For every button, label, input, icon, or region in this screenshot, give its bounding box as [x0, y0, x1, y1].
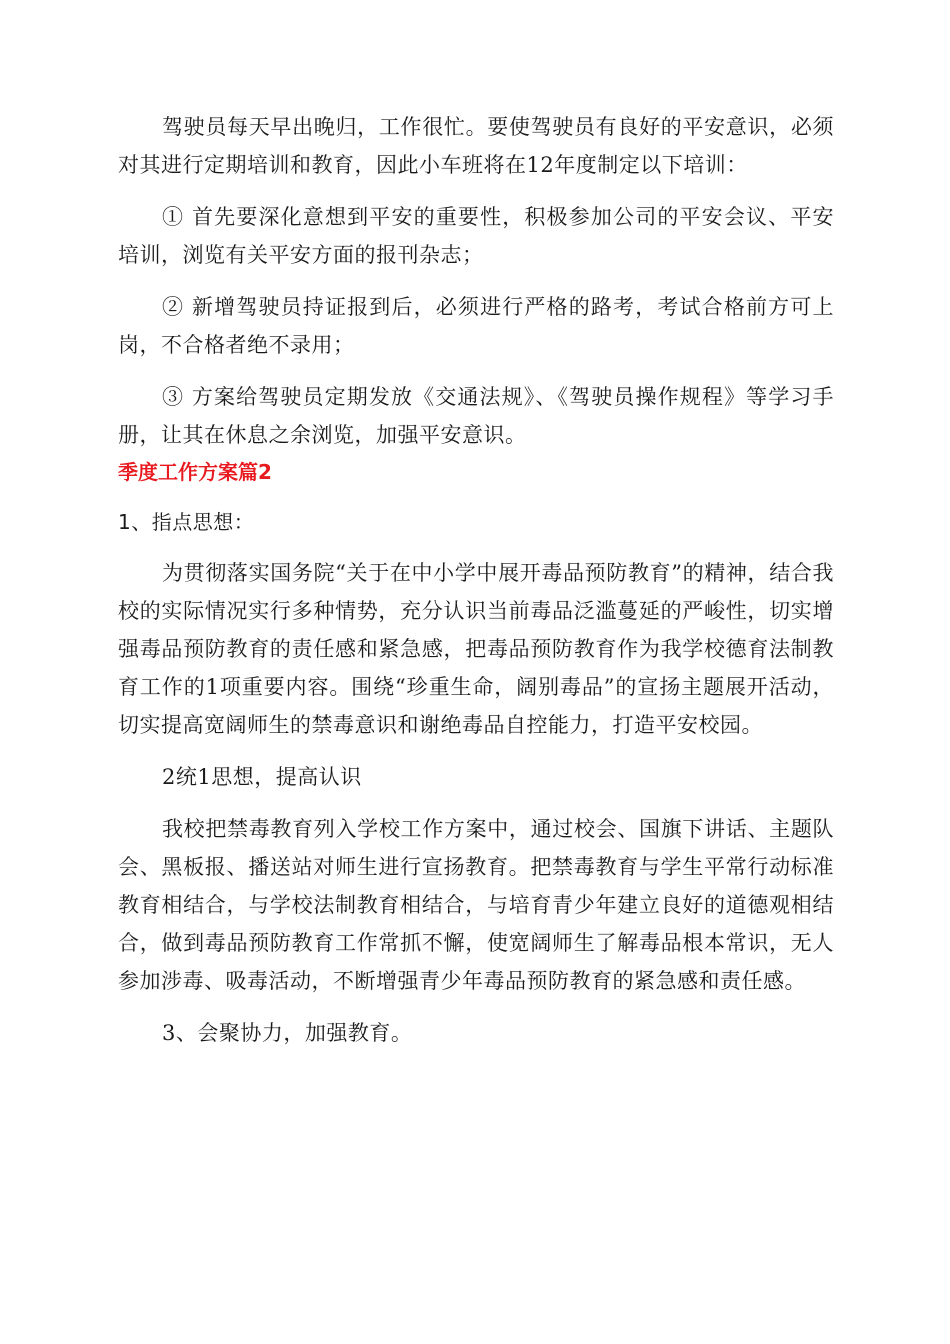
intro-paragraph: 驾驶员每天早出晚归，工作很忙。要使驾驶员有良好的平安意识，必须对其进行定期培训和教育，因此小车班将在12年度制定以下培训：: [118, 115, 834, 177]
training-item-2: ② 新增驾驶员持证报到后，必须进行严格的路考，考试合格前方可上岗，不合格者绝不录用；: [118, 295, 834, 357]
document-body: [118, 108, 834, 1052]
training-item-3: ③ 方案给驾驶员定期发放《交通法规》、《驾驶员操作规程》等学习手册，让其在休息之余浏览，加强平安意识。: [118, 385, 834, 447]
section-subheading: 1、指点思想：: [118, 510, 255, 534]
point-2-heading: 2统1思想，提高认识: [162, 765, 362, 789]
section-heading: 季度工作方案篇2: [118, 460, 272, 484]
education-paragraph: 我校把禁毒教育列入学校工作方案中，通过校会、国旗下讲话、主题队会、黑板报、播送站对师生进行宣扬教育。把禁毒教育与学生平常行动标准教育相结合，与学校法制教育相结合，与培育青少年建立良好的道德观相结合，做到毒品预防教育工作常抓不懈，使宽阔师生了解毒品根本常识，无人参加涉毒、吸毒活动，不断增强青少年毒品预防教育的紧急感和责任感。: [118, 817, 834, 993]
point-3-heading: 3、会聚协力，加强教育。: [162, 1021, 413, 1045]
training-item-1: ① 首先要深化意想到平安的重要性，积极参加公司的平安会议、平安培训，浏览有关平安方面的报刊杂志；: [118, 205, 834, 267]
guiding-thought-paragraph: 为贯彻落实国务院“关于在中小学中展开毒品预防教育”的精神，结合我校的实际情况实行多种情势，充分认识当前毒品泛滥蔓延的严峻性，切实增强毒品预防教育的责任感和紧急感，把毒品预防教育作为我学校德育法制教育工作的1项重要内容。围绕“珍重生命，阔别毒品”的宣扬主题展开活动，切实提高宽阔师生的禁毒意识和谢绝毒品自控能力，打造平安校园。: [118, 561, 834, 737]
